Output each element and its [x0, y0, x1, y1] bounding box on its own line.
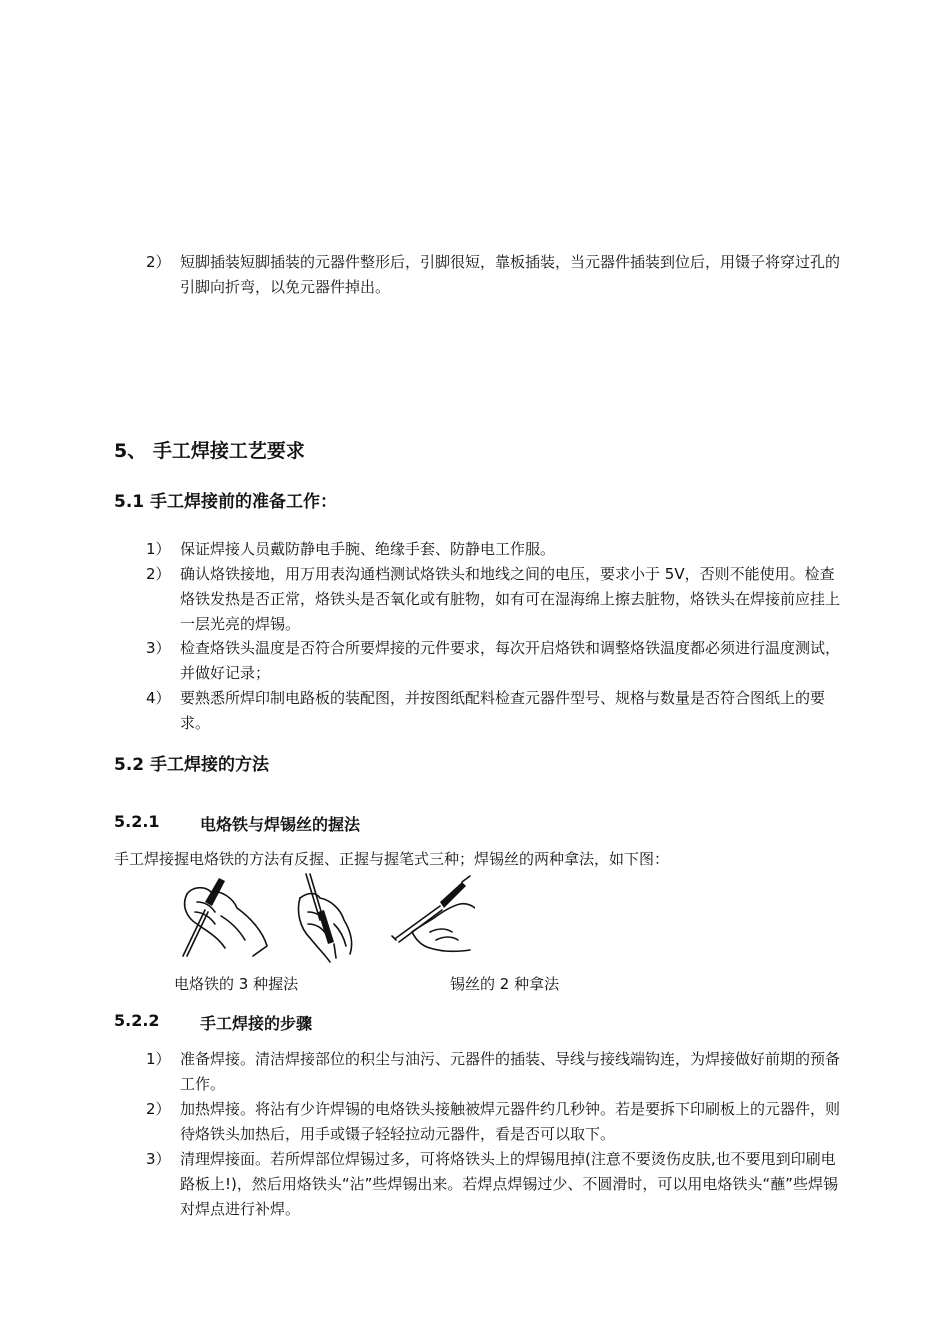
list-number: 2） [146, 253, 171, 271]
paragraph: 手工焊接握电烙铁的方法有反握、正握与握笔式三种；焊锡丝的两种拿法，如下图： [114, 850, 670, 868]
list-text: 加热焊接。将沾有少许焊锡的电烙铁头接触被焊元器件约几秒钟。若是要拆下印刷板上的元器件，则待烙铁头加热后，用手或镊子轻轻拉动元器件，看是否可以取下。 [180, 1100, 841, 1143]
list-item [146, 1147, 846, 1222]
list-number: 2） [146, 1100, 171, 1118]
list-number: 3） [146, 1150, 171, 1168]
subsubsection-number: 5.2.1 [114, 812, 160, 831]
list-text: 要熟悉所焊印制电路板的装配图，并按图纸配料检查元器件型号、规格与数量是否符合图纸上的要求。 [180, 689, 826, 732]
subsubsection-number: 5.2.2 [114, 1011, 160, 1030]
list-number: 3） [146, 639, 171, 657]
list-item [146, 562, 846, 637]
list-item [146, 537, 846, 562]
list-text: 检查烙铁头温度是否符合所要焊接的元件要求，每次开启烙铁和调整烙铁温度都必须进行温度测试，并做好记录； [180, 639, 841, 682]
list-number: 1） [146, 1050, 171, 1068]
subsection-heading: 5.1 手工焊接前的准备工作： [114, 492, 338, 512]
list-item [146, 250, 846, 300]
section-heading: 5、 手工焊接工艺要求 [114, 440, 305, 462]
hand-grip-reverse-icon [183, 878, 267, 956]
list-text: 确认烙铁接地，用万用表沟通档测试烙铁头和地线之间的电压，要求小于 5V，否则不能使用。检查烙铁发热是否正常，烙铁头是否氧化或有脏物，如有可在湿海绵上擦去脏物，烙铁头在焊接前应挂上一层光亮的焊锡。 [180, 565, 841, 633]
figure-caption-right: 锡丝的 2 种拿法 [450, 975, 560, 993]
subsubsection-title: 电烙铁与焊锡丝的握法 [200, 815, 361, 834]
list-item [146, 636, 846, 686]
subsection-heading: 5.2 手工焊接的方法 [114, 755, 270, 775]
list-text: 短脚插装短脚插装的元器件整形后，引脚很短，靠板插装，当元器件插装到位后，用镊子将穿过孔的引脚向折弯，以免元器件掉出。 [180, 253, 841, 296]
list-text: 保证焊接人员戴防静电手腕、绝缘手套、防静电工作服。 [180, 540, 556, 558]
list-text: 准备焊接。清洁焊接部位的积尘与油污、元器件的插装、导线与接线端钩连，为焊接做好前期的预备工作。 [180, 1050, 841, 1093]
hand-grip-pen-icon [392, 876, 475, 951]
figure-caption-left: 电烙铁的 3 种握法 [174, 975, 299, 993]
list-item [146, 1047, 846, 1097]
list-number: 4） [146, 689, 171, 707]
list-text: 清理焊接面。若所焊部位焊锡过多，可将烙铁头上的焊锡甩掉(注意不要烫伤皮肤,也不要甩到印刷电路板上!)，然后用烙铁头“沾”些焊锡出来。若焊点焊锡过少、不圆滑时，可以用电烙铁头“蘸”些焊锡对焊点进行补焊。 [180, 1150, 838, 1218]
hand-grip-illustrations [175, 872, 475, 964]
list-number: 1） [146, 540, 171, 558]
list-item [146, 686, 846, 736]
list-item [146, 1097, 846, 1147]
list-number: 2） [146, 565, 171, 583]
subsubsection-title: 手工焊接的步骤 [200, 1014, 313, 1033]
hand-grip-forward-icon [298, 874, 351, 962]
